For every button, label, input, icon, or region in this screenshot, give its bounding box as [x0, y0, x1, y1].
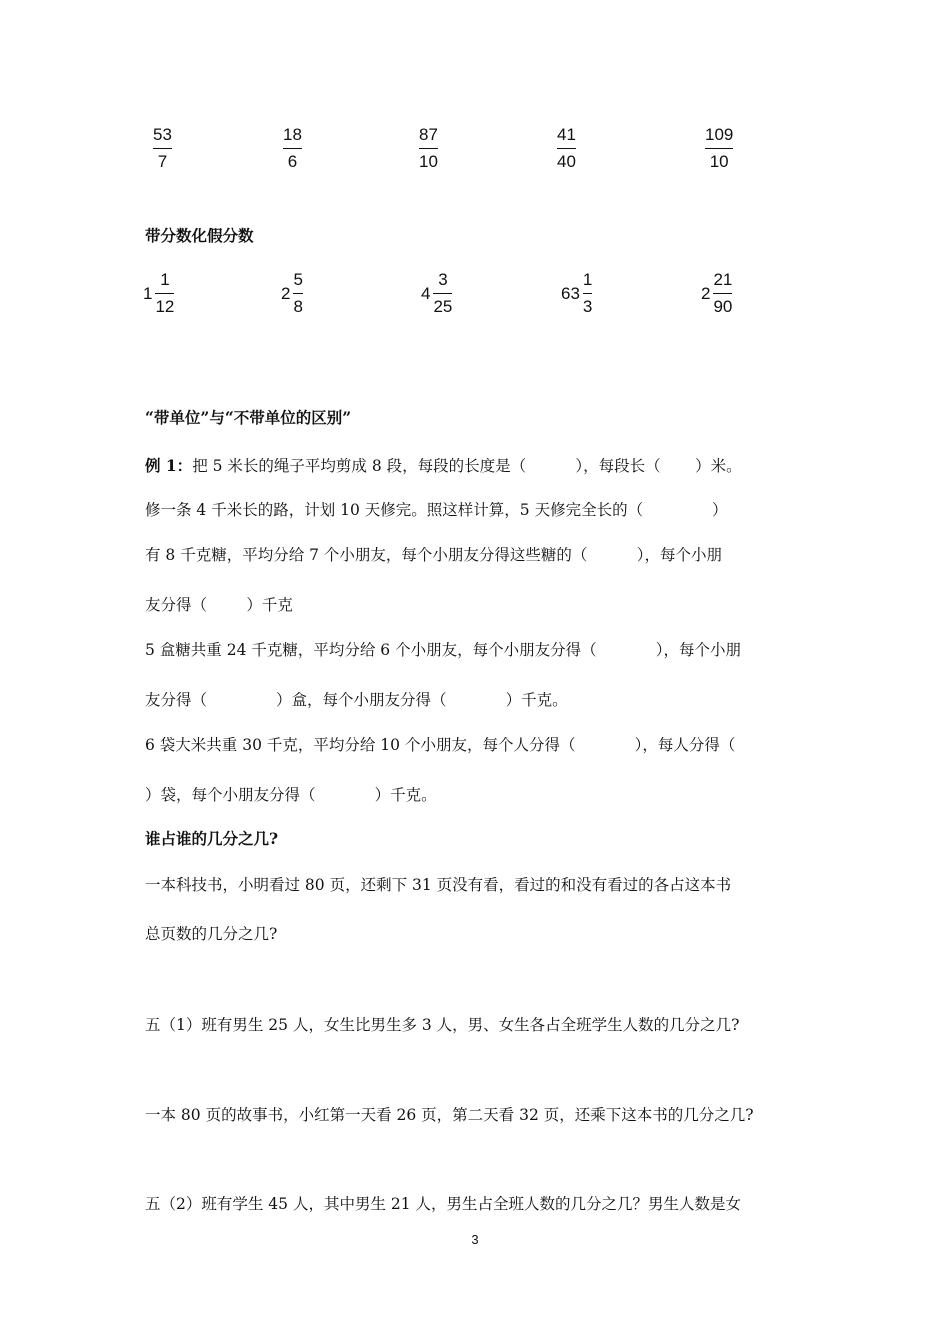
- mixed-number: [143, 270, 174, 317]
- section-heading-fraction-of: 谁占谁的几分之几?: [145, 829, 279, 848]
- text-line: 友分得（ ）千克: [145, 596, 293, 614]
- mixed-number: [701, 270, 732, 317]
- denominator: 12: [155, 297, 175, 316]
- example-text: 把 5 米长的绳子平均剪成 8 段，每段的长度是（ ），每段长（ ）米。: [192, 457, 742, 475]
- denominator: 90: [713, 297, 733, 316]
- section-heading-units: “带单位”与“不带单位的区别”: [145, 408, 352, 427]
- fraction: [419, 125, 438, 172]
- denominator: 3: [582, 297, 593, 316]
- fraction-bar: [557, 148, 576, 149]
- fraction-bar: [283, 148, 302, 149]
- numerator: 1: [160, 270, 170, 289]
- numerator: 53: [153, 125, 172, 144]
- denominator: 40: [557, 152, 576, 171]
- fraction: [713, 270, 732, 317]
- denominator: 25: [433, 297, 453, 316]
- denominator: 7: [157, 152, 168, 171]
- denominator: 10: [709, 152, 729, 171]
- fraction: [557, 125, 576, 172]
- problem-line: 一本科技书，小明看过 80 页，还剩下 31 页没有看，看过的和没有看过的各占这本书: [145, 876, 732, 894]
- numerator: 21: [713, 270, 733, 289]
- fraction-bar: [705, 148, 733, 149]
- whole-part: 2: [281, 283, 291, 303]
- denominator: 6: [287, 152, 298, 171]
- fraction: [583, 270, 592, 317]
- whole-part: 1: [143, 283, 153, 303]
- fraction-bar: [153, 148, 172, 149]
- numerator: 5: [293, 270, 303, 289]
- numerator: 3: [438, 270, 448, 289]
- text-line: 6 袋大米共重 30 千克，平均分给 10 个小朋友，每个人分得（ ），每人分得（: [145, 736, 736, 754]
- numerator: 18: [283, 125, 302, 144]
- fraction-bar: [433, 293, 452, 294]
- problem-line: 五（1）班有男生 25 人，女生比男生多 3 人，男、女生各占全班学生人数的几分之几?: [145, 1016, 740, 1034]
- numerator: 87: [419, 125, 438, 144]
- problem-line: 五（2）班有学生 45 人，其中男生 21 人，男生占全班人数的几分之几？男生人数是女: [145, 1195, 742, 1213]
- mixed-number: [281, 270, 303, 317]
- whole-part: 4: [421, 283, 431, 303]
- whole-part: 2: [701, 283, 711, 303]
- text-line: 修一条 4 千米长的路，计划 10 天修完。照这样计算，5 天修完全长的（ ）: [145, 501, 728, 519]
- fraction-bar: [419, 148, 438, 149]
- denominator: 8: [293, 297, 303, 316]
- fraction-bar: [155, 293, 174, 294]
- fraction: [283, 125, 302, 172]
- fraction: [293, 270, 302, 317]
- example-label: 例 1：: [145, 456, 193, 475]
- text-line: 友分得（ ）盒，每个小朋友分得（ ）千克。: [145, 691, 568, 709]
- fraction-bar: [293, 293, 302, 294]
- fraction: [433, 270, 452, 317]
- fraction: [705, 125, 733, 172]
- fraction-bar: [713, 293, 732, 294]
- denominator: 10: [419, 152, 438, 171]
- numerator: 41: [557, 125, 576, 144]
- section-heading-mixed: 带分数化假分数: [145, 226, 254, 245]
- fraction: [153, 125, 172, 172]
- problem-line: 总页数的几分之几?: [145, 925, 278, 943]
- text-line: ）袋，每个小朋友分得（ ）千克。: [145, 786, 437, 804]
- fraction-bar: [583, 293, 592, 294]
- text-line: 5 盒糖共重 24 千克糖，平均分给 6 个小朋友，每个小朋友分得（ ），每个小朋: [145, 641, 741, 659]
- mixed-number: [561, 270, 592, 317]
- mixed-number: [421, 270, 452, 317]
- example-line: [145, 454, 742, 476]
- page-number: 3: [471, 1232, 479, 1247]
- text-line: 有 8 千克糖，平均分给 7 个小朋友，每个小朋友分得这些糖的（ ），每个小朋: [145, 546, 722, 564]
- fraction: [155, 270, 174, 317]
- numerator: 1: [582, 270, 593, 289]
- numerator: 109: [705, 125, 734, 144]
- problem-line: 一本 80 页的故事书，小红第一天看 26 页，第二天看 32 页，还乘下这本书的几分之几?: [145, 1106, 754, 1124]
- whole-part: 63: [561, 283, 580, 303]
